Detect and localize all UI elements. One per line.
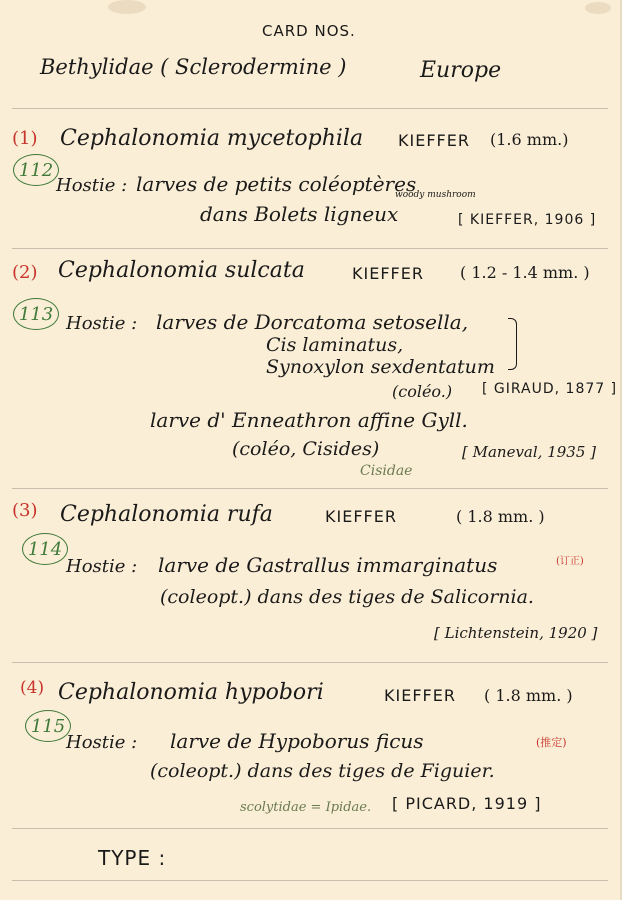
- stain-mark: [585, 2, 611, 14]
- ruled-line: [12, 828, 608, 829]
- host-label: Hostie :: [66, 313, 138, 334]
- host-line: Synoxylon sexdentatum: [266, 356, 495, 378]
- ruled-line: [12, 248, 608, 249]
- red-annotation: (推定): [536, 736, 567, 749]
- ruled-line: [12, 880, 608, 881]
- reference: [ GIRAUD, 1877 ]: [482, 381, 618, 397]
- pencil-note: Cisidae: [360, 463, 413, 479]
- entry-number: (4): [20, 678, 45, 698]
- species-size: ( 1.8 mm. ): [484, 686, 573, 705]
- card-number-circle: 113: [13, 298, 59, 330]
- species-size: ( 1.8 mm. ): [456, 507, 545, 526]
- type-label: TYPE :: [98, 846, 167, 870]
- host-label: Hostie :: [66, 732, 138, 753]
- species-size: ( 1.2 - 1.4 mm. ): [460, 263, 590, 282]
- margin-note: woody mushroom: [395, 190, 476, 200]
- host-label: Hostie :: [66, 556, 138, 577]
- ruled-line: [12, 662, 608, 663]
- host-line: larve de Hypoborus ficus: [170, 729, 424, 753]
- species-name: Cephalonomia hypobori: [58, 680, 324, 705]
- entry-number: (3): [12, 500, 38, 521]
- species-author: KIEFFER: [398, 131, 470, 150]
- brace-mark: [508, 318, 517, 370]
- species-author: KIEFFER: [325, 507, 397, 526]
- red-annotation: (订正): [556, 556, 584, 567]
- host-line: (coleopt.) dans des tiges de Salicornia.: [160, 586, 534, 608]
- species-name: Cephalonomia rufa: [60, 502, 273, 527]
- species-name: Cephalonomia sulcata: [58, 258, 305, 283]
- host-line: dans Bolets ligneux: [200, 202, 399, 226]
- host-line: larve de Gastrallus immarginatus: [158, 553, 498, 577]
- order-note: (coléo.): [392, 382, 453, 401]
- host-label: Hostie :: [56, 175, 128, 196]
- reference: [ PICARD, 1919 ]: [392, 794, 542, 813]
- card-number-circle: 112: [13, 154, 59, 186]
- host-line: (coleopt.) dans des tiges de Figuier.: [150, 760, 495, 782]
- species-size: (1.6 mm.): [490, 130, 569, 149]
- pencil-note: scolytidae = Ipidae.: [240, 800, 372, 815]
- ruled-line: [12, 488, 608, 489]
- host-line: larve d' Enneathron affine Gyll.: [150, 408, 468, 432]
- species-author: KIEFFER: [352, 264, 424, 283]
- reference: [ Lichtenstein, 1920 ]: [434, 624, 598, 642]
- host-line: larves de Dorcatoma setosella,: [156, 310, 469, 334]
- species-name: Cephalonomia mycetophila: [60, 126, 364, 151]
- reference: [ KIEFFER, 1906 ]: [458, 212, 597, 228]
- card-number-circle: 114: [22, 533, 68, 565]
- region-label: Europe: [420, 58, 502, 83]
- family-title: Bethylidae ( Sclerodermine ): [40, 55, 347, 79]
- species-author: KIEFFER: [384, 686, 456, 705]
- entry-number: (2): [12, 262, 38, 283]
- host-line: Cis laminatus,: [266, 334, 404, 356]
- card-number-circle: 115: [25, 710, 71, 742]
- host-line: (coléo, Cisides): [232, 438, 380, 460]
- entry-number: (1): [12, 128, 38, 149]
- reference: [ Maneval, 1935 ]: [462, 443, 597, 461]
- stain-mark: [108, 0, 146, 14]
- host-line: larves de petits coléoptères: [136, 172, 417, 196]
- card-nos-label: CARD NOS.: [262, 22, 356, 40]
- ruled-line: [12, 108, 608, 109]
